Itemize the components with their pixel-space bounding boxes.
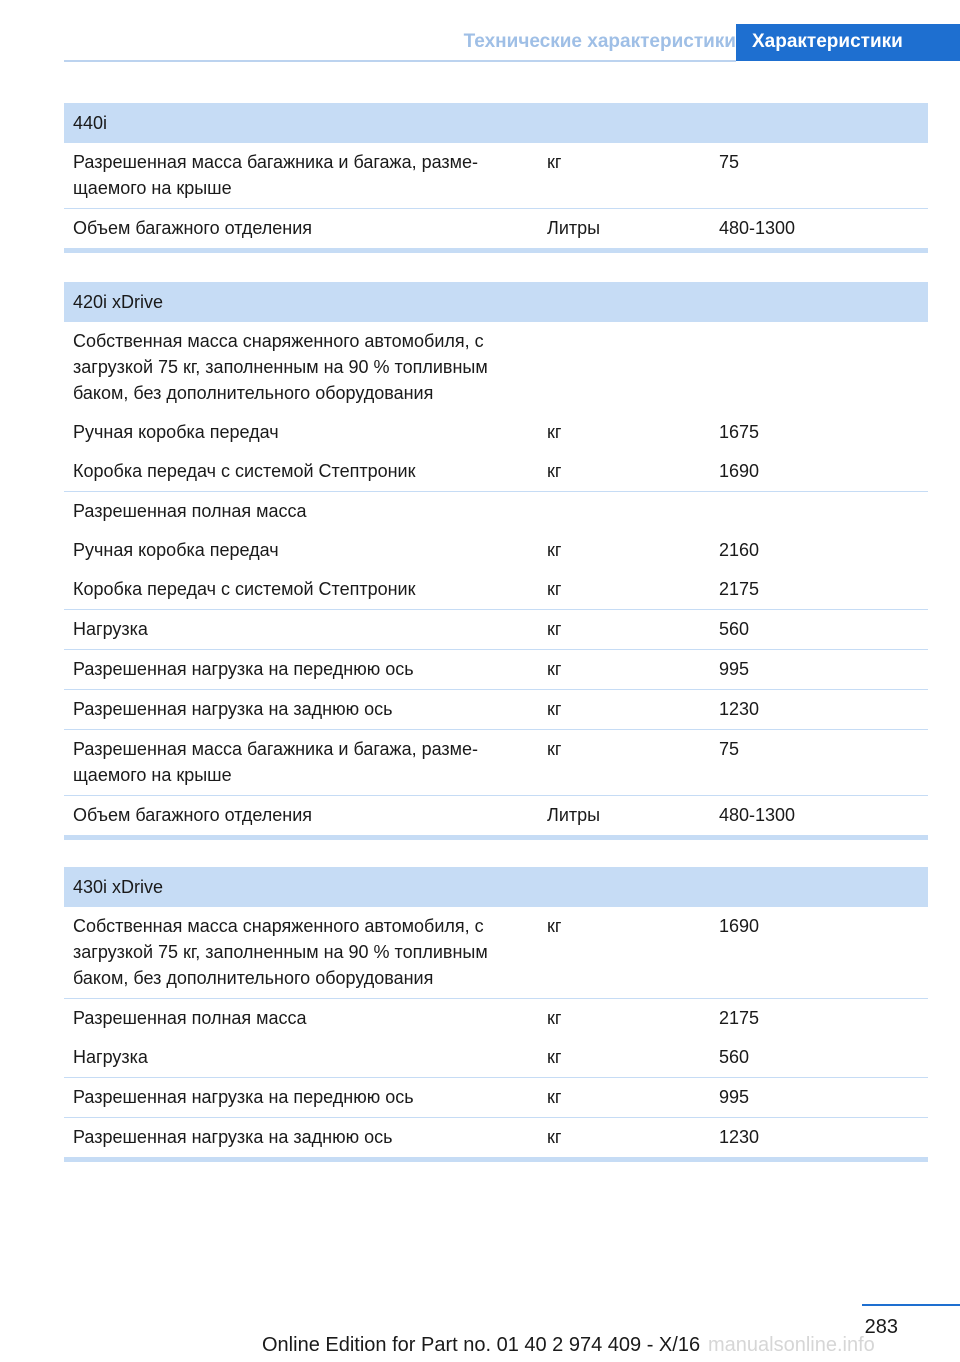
table-row: [64, 1078, 928, 1118]
table-row: [64, 796, 928, 835]
chapter-tab[interactable]: Характеристики: [736, 24, 960, 61]
row-label: Разрешенная нагрузка на переднюю ось: [73, 1087, 414, 1107]
table-title: 420i xDrive: [64, 282, 928, 322]
table-row: [64, 413, 928, 452]
row-value: 2175: [719, 1008, 760, 1028]
row-value: 480-1300: [719, 805, 796, 825]
row-unit: Литры: [547, 805, 601, 825]
table-row: [64, 999, 928, 1038]
footer-rule: [862, 1304, 960, 1306]
row-value: [710, 498, 928, 524]
page-header: [64, 24, 960, 61]
row-unit: кг: [547, 739, 562, 759]
table-bottom-rule: [64, 835, 928, 840]
spec-table-420i-xdrive: [64, 282, 928, 840]
row-value: 1690: [719, 461, 760, 481]
row-label: Коробка передач с системой Стептроник: [73, 579, 416, 599]
breadcrumb[interactable]: Технические характеристики: [463, 31, 736, 52]
row-unit: кг: [547, 1047, 562, 1067]
row-value: [710, 328, 928, 406]
table-row: [64, 209, 928, 248]
row-label: Разрешенная нагрузка на заднюю ось: [73, 699, 393, 719]
spec-table-430i-xdrive: [64, 867, 928, 1162]
row-value: 1230: [719, 1127, 760, 1147]
row-label: Разрешенная полная масса: [73, 501, 307, 521]
edition-note: Online Edition for Part no. 01 40 2 974 409 - X/16: [262, 1334, 701, 1356]
row-unit: кг: [547, 422, 562, 442]
row-value: 1230: [719, 699, 760, 719]
row-value: 560: [719, 1047, 750, 1067]
row-unit: кг: [547, 1127, 562, 1147]
table-title: 430i xDrive: [64, 867, 928, 907]
table-row: [64, 570, 928, 610]
table-bottom-rule: [64, 248, 928, 253]
row-label: Разрешенная нагрузка на переднюю ось: [73, 659, 414, 679]
table-row: [64, 610, 928, 650]
row-label: Нагрузка: [73, 1047, 148, 1067]
row-label: Ручная коробка передач: [73, 540, 279, 560]
table-row: [64, 492, 928, 531]
row-label: Нагрузка: [73, 619, 148, 639]
row-label: Разрешенная полная масса: [73, 1008, 307, 1028]
row-unit: кг: [547, 659, 562, 679]
row-label: Собственная масса снаряженного автомобиля, с загрузкой 75 кг, заполненным на 90 % топливным баком, без дополнительного оборудования: [73, 331, 488, 403]
row-value: 75: [719, 739, 740, 759]
row-value: 995: [719, 1087, 750, 1107]
row-value: 2160: [719, 540, 760, 560]
row-label: Ручная коробка передач: [73, 422, 279, 442]
row-label: Объем багажного отделения: [73, 218, 313, 238]
table-row: [64, 322, 928, 413]
table-row: [64, 907, 928, 999]
row-label: Разрешенная нагрузка на заднюю ось: [73, 1127, 393, 1147]
table-title: 440i: [64, 103, 928, 143]
row-unit: кг: [547, 461, 562, 481]
row-unit: кг: [547, 1087, 562, 1107]
row-label: Собственная масса снаряженного автомобиля, с загрузкой 75 кг, заполненным на 90 % топливным баком, без дополнительного оборудования: [73, 916, 488, 988]
table-row: [64, 143, 928, 209]
row-unit: кг: [547, 540, 562, 560]
row-label: Разрешенная масса багажника и багажа, разме- щаемого на крыше: [73, 152, 479, 198]
row-unit: кг: [547, 1008, 562, 1028]
row-value: 75: [719, 152, 740, 172]
table-row: [64, 690, 928, 730]
row-value: 1690: [719, 916, 760, 936]
row-value: 560: [719, 619, 750, 639]
spec-table-440i: [64, 103, 928, 253]
table-row: [64, 1118, 928, 1157]
row-label: Коробка передач с системой Стептроник: [73, 461, 416, 481]
row-unit: [538, 328, 710, 406]
row-unit: Литры: [547, 218, 601, 238]
row-label: Объем багажного отделения: [73, 805, 313, 825]
row-value: 1675: [719, 422, 760, 442]
watermark: manualsonline.info: [708, 1334, 875, 1356]
row-unit: кг: [547, 152, 562, 172]
table-row: [64, 650, 928, 690]
header-rule: [64, 60, 736, 62]
table-row: [64, 730, 928, 796]
table-row: [64, 452, 928, 492]
row-unit: кг: [547, 579, 562, 599]
row-value: 480-1300: [719, 218, 796, 238]
row-unit: кг: [547, 916, 562, 936]
row-label: Разрешенная масса багажника и багажа, разме- щаемого на крыше: [73, 739, 479, 785]
row-unit: [538, 498, 710, 524]
row-unit: кг: [547, 699, 562, 719]
page-number: 283: [864, 1316, 898, 1338]
row-unit: кг: [547, 619, 562, 639]
row-value: 2175: [719, 579, 760, 599]
table-row: [64, 1038, 928, 1078]
table-bottom-rule: [64, 1157, 928, 1162]
table-row: [64, 531, 928, 570]
row-value: 995: [719, 659, 750, 679]
